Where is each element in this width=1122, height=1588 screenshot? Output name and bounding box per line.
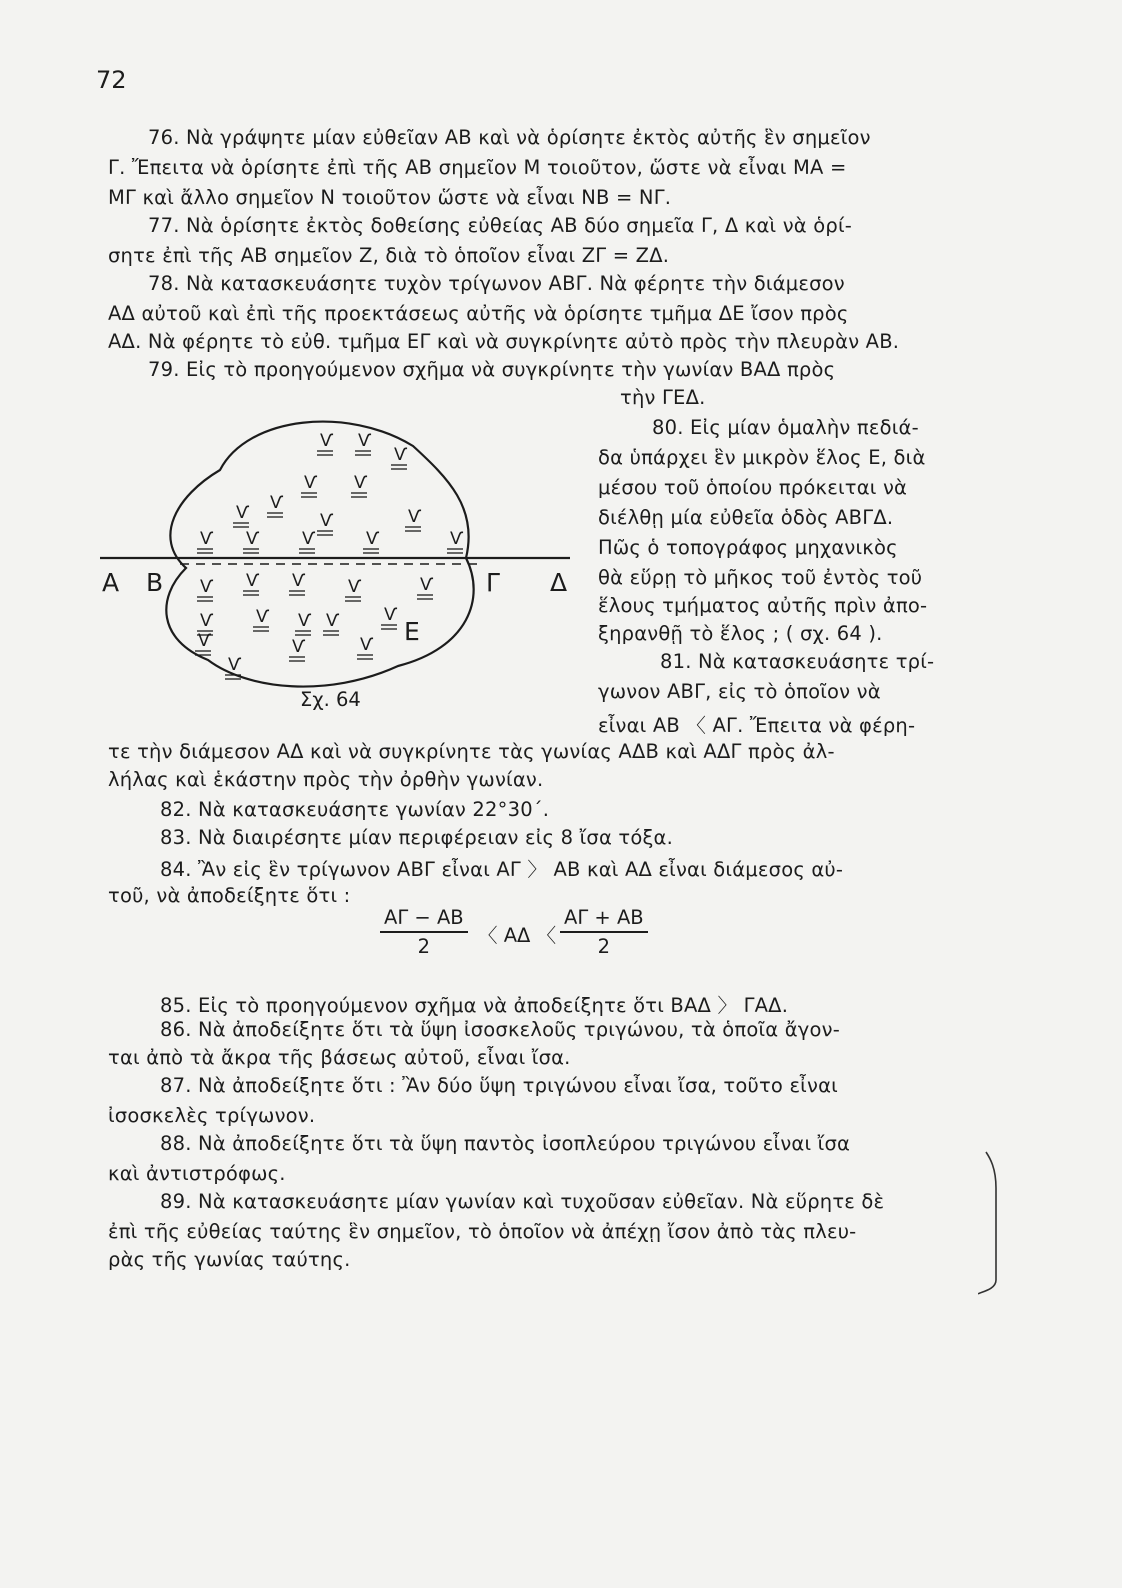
text-line: ΑΔ. Νὰ φέρητε τὸ εὐθ. τμῆμα ΕΓ καὶ νὰ συγκρίνητε αὐτὸ πρὸς τὴν πλευρὰν ΑΒ. [108,330,900,353]
svg-text:Ѵ: Ѵ [246,571,260,591]
text-line: θὰ εὕρῃ τὸ μῆκος τοῦ ἐντὸς τοῦ [598,566,923,589]
svg-text:Ѵ: Ѵ [348,577,362,597]
svg-text:Ѵ: Ѵ [420,575,434,595]
svg-text:Ѵ: Ѵ [320,511,334,531]
figure-caption: Σχ. 64 [300,688,361,711]
text-line: τὴν ΓΕΔ. [620,386,706,409]
marsh-symbol [381,605,398,629]
text-line: εἶναι ΑΒ 〈 ΑΓ. Ἔπειτα νὰ φέρη- [598,714,916,737]
marsh-symbol [323,611,340,635]
marsh-symbol [357,635,374,659]
text-line: 87. Νὰ ἀποδείξητε ὅτι : Ἂν δύο ὕψη τριγώνου εἶναι ἴσα, τοῦτο εἶναι [160,1074,838,1097]
marsh-symbol [355,431,372,455]
page-number: 72 [96,66,127,94]
text-line: Πῶς ὁ τοπογράφος μηχανικὸς [598,536,898,559]
text-line: 83. Νὰ διαιρέσητε μίαν περιφέρειαν εἰς 8 ἴσα τόξα. [160,826,674,849]
svg-text:Ѵ: Ѵ [198,631,212,651]
margin-pencil-mark [978,1148,1002,1588]
formula-right-fraction [560,906,648,958]
marsh-symbol [289,571,306,595]
svg-text:Ѵ: Ѵ [200,577,214,597]
text-line: διέλθῃ μία εὐθεῖα ὁδὸς ΑΒΓΔ. [598,506,894,529]
text-line: 84. Ἂν εἰς ἓν τρίγωνον ΑΒΓ εἶναι ΑΓ 〉 ΑΒ καὶ ΑΔ εἶναι διάμεσος αὐ- [160,858,844,881]
svg-text:Ѵ: Ѵ [292,637,306,657]
text-line: ΑΔ αὐτοῦ καὶ ἐπὶ τῆς προεκτάσεως αὐτῆς νὰ ὁρίσητε τμῆμα ΔΕ ἴσον πρὸς [108,302,849,325]
text-line: τοῦ, νὰ ἀποδείξητε ὅτι : [108,884,351,907]
svg-text:Ѵ: Ѵ [200,611,214,631]
svg-text:Ѵ: Ѵ [326,611,340,631]
formula-middle: 〈 ΑΔ 〈 [478,924,557,947]
text-line: τε τὴν διάμεσον ΑΔ καὶ νὰ συγκρίνητε τὰς γωνίας ΑΔΒ καὶ ΑΔΓ πρὸς ἀλ- [108,740,835,763]
svg-text:Ѵ: Ѵ [236,503,250,523]
marsh-symbol [243,571,260,595]
text-line: 85. Εἰς τὸ προηγούμενον σχῆμα νὰ ἀποδείξητε ὅτι ΒΑΔ 〉 ΓΑΔ. [160,994,789,1017]
text-line: λήλας καὶ ἑκάστην πρὸς τὴν ὀρθὴν γωνίαν. [108,768,544,791]
marsh-symbols [195,431,464,679]
svg-text:Ѵ: Ѵ [408,507,422,527]
svg-text:Ѵ: Ѵ [302,529,316,549]
marsh-symbol [197,529,214,553]
text-line: καὶ ἀντιστρόφως. [108,1162,286,1185]
text-line: 82. Νὰ κατασκευάσητε γωνίαν 22°30΄. [160,798,550,821]
formula-right-denominator: 2 [597,935,611,958]
text-line: ξηρανθῇ τὸ ἕλος ; ( σχ. 64 ). [598,622,883,645]
marsh-symbol [391,445,408,469]
svg-text:Ѵ: Ѵ [246,529,260,549]
marsh-symbol [299,529,316,553]
marsh-symbol [317,431,334,455]
text-line: 89. Νὰ κατασκευάσητε μίαν γωνίαν καὶ τυχοῦσαν εὐθεῖαν. Νὰ εὕρητε δὲ [160,1190,885,1213]
marsh-symbol [267,493,284,517]
marsh-symbol [225,655,242,679]
text-line: γωνον ΑΒΓ, εἰς τὸ ὁποῖον νὰ [598,680,881,703]
marsh-outline [166,422,473,687]
marsh-symbol [195,631,212,655]
marsh-symbol [351,473,368,497]
text-line: ρὰς τῆς γωνίας ταύτης. [108,1248,351,1271]
marsh-symbol [363,529,380,553]
marsh-symbol [233,503,250,527]
text-line: 78. Νὰ κατασκευάσητε τυχὸν τρίγωνον ΑΒΓ. Νὰ φέρητε τὴν διάμεσον [148,272,845,295]
marsh-symbol [243,529,260,553]
svg-text:Ѵ: Ѵ [354,473,368,493]
formula-left-fraction [380,906,468,958]
svg-text:Ѵ: Ѵ [358,431,372,451]
label-e: Ε [404,617,420,646]
svg-text:Ѵ: Ѵ [360,635,374,655]
text-line: 81. Νὰ κατασκευάσητε τρί- [660,650,935,673]
marsh-figure [98,408,588,728]
text-line: σητε ἐπὶ τῆς ΑΒ σημεῖον Ζ, διὰ τὸ ὁποῖον εἶναι ΖΓ = ΖΔ. [108,244,670,267]
svg-text:Ѵ: Ѵ [450,529,464,549]
text-line: 86. Νὰ ἀποδείξητε ὅτι τὰ ὕψη ἰσοσκελοῦς τριγώνου, τὰ ὁποῖα ἄγον- [160,1018,840,1041]
text-line: ἰσοσκελὲς τρίγωνον. [108,1104,316,1127]
marsh-symbol [301,473,318,497]
marsh-symbol [253,607,270,631]
svg-text:Ѵ: Ѵ [292,571,306,591]
text-line: ΜΓ καὶ ἄλλο σημεῖον Ν τοιοῦτον ὥστε νὰ εἶναι ΝΒ = ΝΓ. [108,186,672,209]
text-line: 88. Νὰ ἀποδείξητε ὅτι τὰ ὕψη παντὸς ἰσοπλεύρου τριγώνου εἶναι ἴσα [160,1132,851,1155]
svg-text:Ѵ: Ѵ [256,607,270,627]
marsh-symbol [295,611,312,635]
svg-text:Ѵ: Ѵ [298,611,312,631]
label-g: Γ [486,568,500,597]
marsh-symbol [289,637,306,661]
marsh-symbol [197,577,214,601]
formula-left-denominator: 2 [417,935,431,958]
marsh-symbol [317,511,334,535]
svg-text:Ѵ: Ѵ [228,655,242,675]
label-b: Β [146,568,164,597]
marsh-symbol [405,507,422,531]
text-line: ἐπὶ τῆς εὐθείας ταύτης ἓν σημεῖον, τὸ ὁποῖον νὰ ἀπέχῃ ἴσον ἀπὸ τὰς πλευ- [108,1220,857,1243]
svg-text:Ѵ: Ѵ [270,493,284,513]
svg-text:Ѵ: Ѵ [320,431,334,451]
marsh-symbol [447,529,464,553]
text-line: 77. Νὰ ὁρίσητε ἐκτὸς δοθείσης εὐθείας ΑΒ δύο σημεῖα Γ, Δ καὶ νὰ ὁρί- [148,214,852,237]
text-line: 80. Εἰς μίαν ὁμαλὴν πεδιά- [652,416,919,439]
text-line: 76. Νὰ γράψητε μίαν εὐθεῖαν ΑΒ καὶ νὰ ὁρίσητε ἐκτὸς αὐτῆς ἓν σημεῖον [148,126,871,149]
svg-text:Ѵ: Ѵ [200,529,214,549]
marsh-symbol [417,575,434,599]
svg-text:Ѵ: Ѵ [394,445,408,465]
text-line: μέσου τοῦ ὁποίου πρόκειται νὰ [598,476,908,499]
text-line: 79. Εἰς τὸ προηγούμενον σχῆμα νὰ συγκρίνητε τὴν γωνίαν ΒΑΔ πρὸς [148,358,836,381]
text-line: ἕλους τμήματος αὐτῆς πρὶν ἀπο- [598,594,928,617]
text-line: ται ἀπὸ τὰ ἄκρα τῆς βάσεως αὐτοῦ, εἶναι ἴσα. [108,1046,571,1069]
svg-text:Ѵ: Ѵ [366,529,380,549]
svg-text:Ѵ: Ѵ [304,473,318,493]
formula-left-numerator: ΑΓ − ΑΒ [380,906,468,933]
marsh-symbol [345,577,362,601]
label-d: Δ [550,568,568,597]
svg-text:Ѵ: Ѵ [384,605,398,625]
formula-right-numerator: ΑΓ + ΑΒ [560,906,648,933]
text-line: δα ὑπάρχει ἓν μικρὸν ἕλος Ε, διὰ [598,446,926,469]
label-a: Α [102,568,120,597]
text-line: Γ. Ἔπειτα νὰ ὁρίσητε ἐπὶ τῆς ΑΒ σημεῖον Μ τοιοῦτον, ὥστε νὰ εἶναι ΜΑ = [108,156,847,179]
